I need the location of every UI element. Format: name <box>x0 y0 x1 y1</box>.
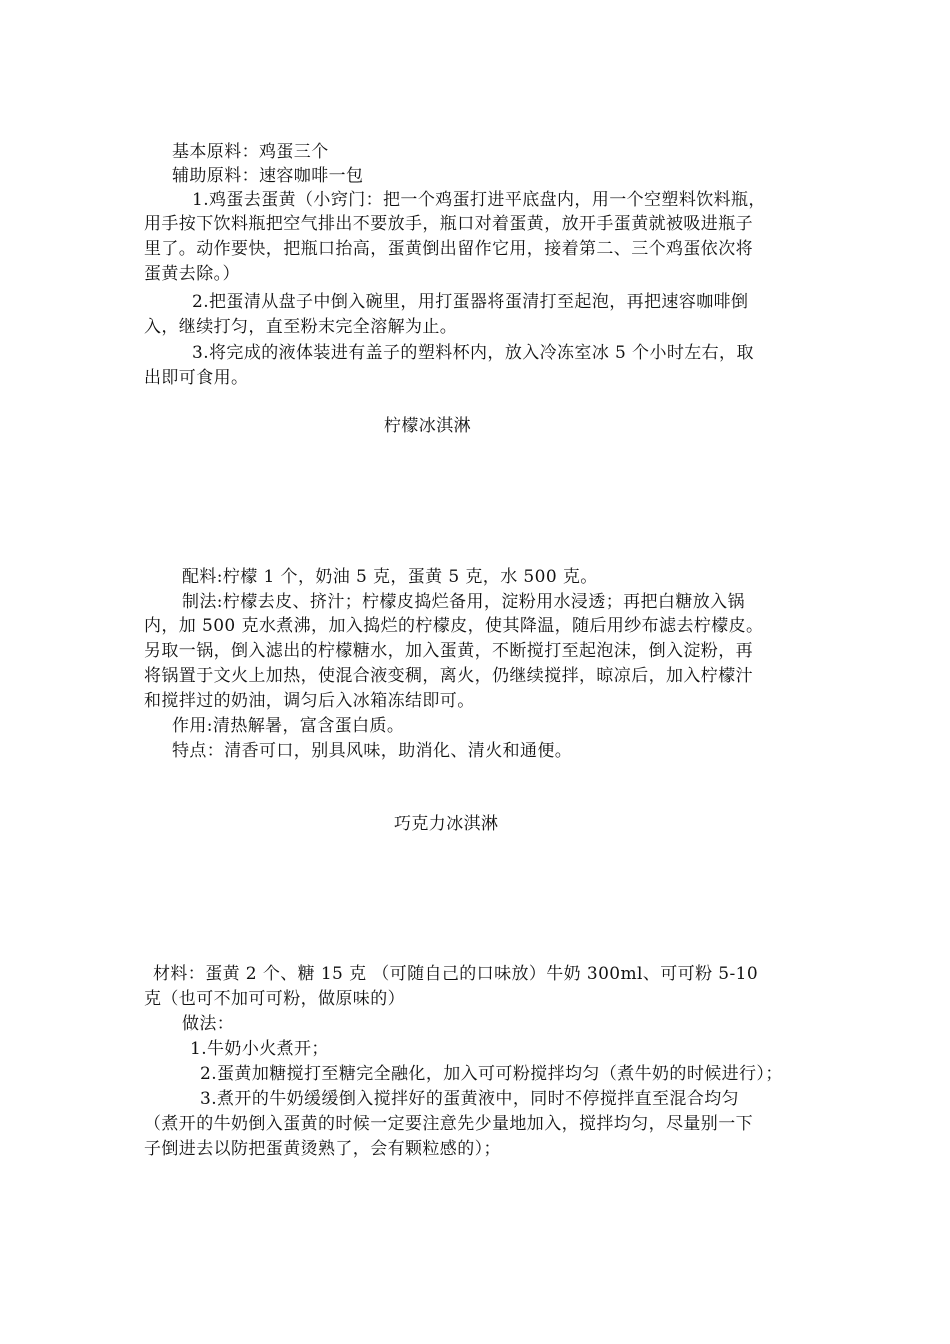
lemon-ingredients: 配料:柠檬 1 个，奶油 5 克，蛋黄 5 克，水 500 克。 <box>182 567 598 587</box>
coffee-step-1-line-2: 用手按下饮料瓶把空气排出不要放手，瓶口对着蛋黄，放开手蛋黄就被吸进瓶子 <box>144 214 753 234</box>
chocolate-materials-line-1: 材料：蛋黄 2 个、糖 15 克 （可随自己的口味放）牛奶 300ml、可可粉 5-10 <box>153 964 759 984</box>
auxiliary-ingredients: 辅助原料：速容咖啡一包 <box>172 166 364 186</box>
chocolate-step-3-line-3: 子倒进去以防把蛋黄烫熟了，会有颗粒感的）； <box>144 1139 501 1159</box>
coffee-step-1-line-4: 蛋黄去除。） <box>144 264 240 284</box>
lemon-method-line-2: 内，加 500 克水煮沸，加入捣烂的柠檬皮，使其降温，随后用纱布滤去柠檬皮。 <box>144 616 764 636</box>
chocolate-method-label: 做法： <box>182 1014 235 1034</box>
chocolate-step-1: 1.牛奶小火煮开； <box>190 1039 329 1059</box>
chocolate-materials-line-2: 克（也可不加可可粉，做原味的） <box>144 989 405 1009</box>
coffee-step-3-line-2: 出即可食用。 <box>144 368 249 388</box>
lemon-method-line-5: 和搅拌过的奶油，调匀后入冰箱冻结即可。 <box>144 691 475 711</box>
coffee-step-2-line-1: 2.把蛋清从盘子中倒入碗里，用打蛋器将蛋清打至起泡，再把速容咖啡倒 <box>192 292 749 312</box>
lemon-method-line-1: 制法:柠檬去皮、挤汁；柠檬皮捣烂备用，淀粉用水浸透；再把白糖放入锅 <box>182 592 745 612</box>
coffee-step-1-line-1: 1.鸡蛋去蛋黄（小窍门：把一个鸡蛋打进平底盘内，用一个空塑料饮料瓶， <box>192 190 766 210</box>
coffee-step-2-line-2: 入，继续打匀，直至粉末完全溶解为止。 <box>144 317 458 337</box>
chocolate-step-3-line-2: （煮开的牛奶倒入蛋黄的时候一定要注意先少量地加入，搅拌均匀，尽量别一下 <box>144 1114 753 1134</box>
coffee-step-1-line-3: 里了。动作要快，把瓶口抬高，蛋黄倒出留作它用，接着第二、三个鸡蛋依次将 <box>144 239 753 259</box>
lemon-ice-cream-title: 柠檬冰淇淋 <box>384 416 471 436</box>
lemon-effect: 作用:清热解暑，富含蛋白质。 <box>172 716 405 736</box>
coffee-step-3-line-1: 3.将完成的液体装进有盖子的塑料杯内，放入冷冻室冰 5 个小时左右，取 <box>192 343 754 363</box>
lemon-feature: 特点：清香可口，别具风味，助消化、清火和通便。 <box>172 741 573 761</box>
basic-ingredients: 基本原料：鸡蛋三个 <box>172 142 329 162</box>
lemon-method-line-3: 另取一锅，倒入滤出的柠檬糖水，加入蛋黄，不断搅打至起泡沫，倒入淀粉，再 <box>144 641 753 661</box>
chocolate-ice-cream-title: 巧克力冰淇淋 <box>394 814 499 834</box>
chocolate-step-2: 2.蛋黄加糖搅打至糖完全融化，加入可可粉搅拌均匀（煮牛奶的时候进行）； <box>200 1064 783 1084</box>
lemon-method-line-4: 将锅置于文火上加热，使混合液变稠，离火，仍继续搅拌，晾凉后，加入柠檬汁 <box>144 666 753 686</box>
chocolate-step-3-line-1: 3.煮开的牛奶缓缓倒入搅拌好的蛋黄液中，同时不停搅拌直至混合均匀 <box>200 1089 740 1109</box>
